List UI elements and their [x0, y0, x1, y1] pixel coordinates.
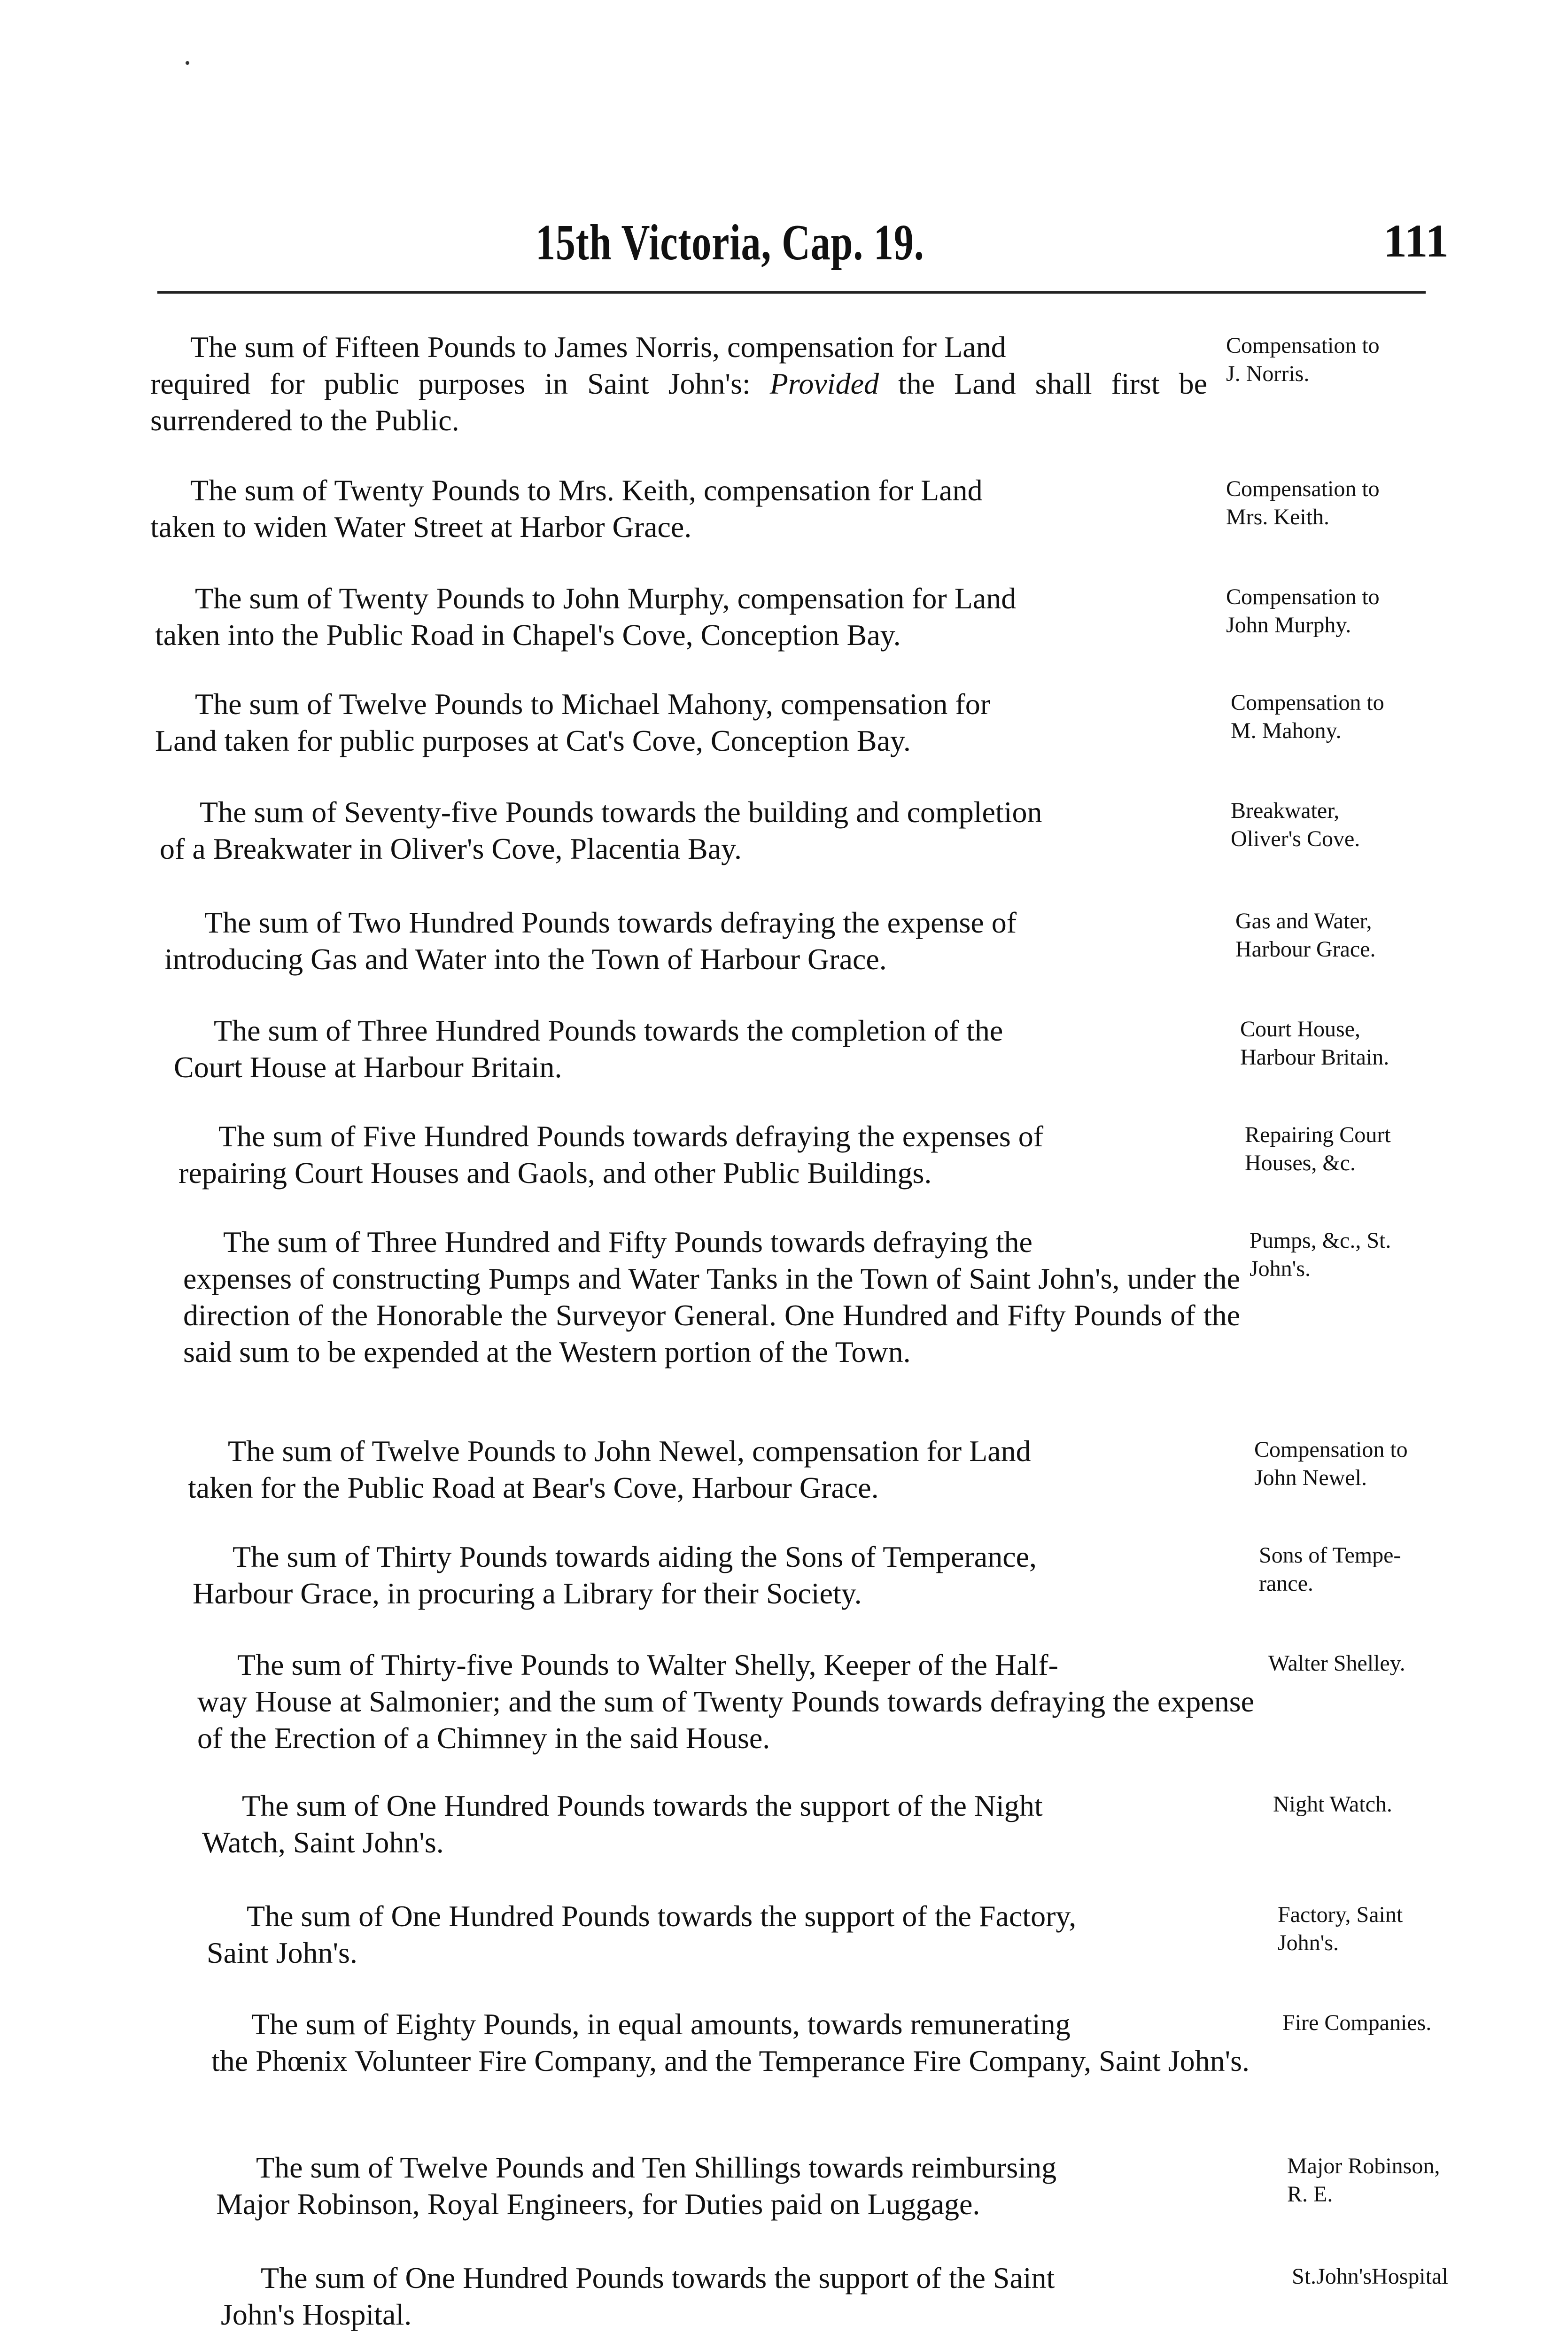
- paragraph-first-line: The sum of Thirty-five Pounds to Walter Shelly, Keeper of the Half-: [237, 1648, 1058, 1681]
- paragraph-continuation: the Phœnix Volunteer Fire Company, and the Temperance Fire Company, Saint John's.: [211, 2044, 1250, 2077]
- paragraph-first-line: The sum of Three Hundred and Fifty Pounds towards defraying the: [223, 1225, 1032, 1259]
- margin-note: Repairing Court Houses, &c.: [1245, 1122, 1391, 1175]
- ink-speck: [186, 61, 189, 65]
- margin-note: St.John'sHospital: [1292, 2264, 1448, 2289]
- paragraph-continuation: Watch, Saint John's.: [202, 1826, 444, 1859]
- margin-note: Breakwater, Oliver's Cove.: [1231, 798, 1360, 851]
- paragraph-continuation: Court House at Harbour Britain.: [174, 1050, 562, 1084]
- paragraph-first-line: The sum of Twenty Pounds to John Murphy, compensation for Land: [195, 582, 1017, 615]
- paragraph-first-line: The sum of Seventy-five Pounds towards the building and completion: [200, 795, 1042, 829]
- margin-note: Court House, Harbour Britain.: [1240, 1017, 1389, 1070]
- margin-note: Sons of Tempe- rance.: [1259, 1543, 1401, 1596]
- paragraph-continuation: John's Hospital.: [221, 2298, 412, 2331]
- margin-note: Compensation to M. Mahony.: [1231, 690, 1384, 743]
- margin-note: Compensation to John Murphy.: [1226, 584, 1380, 638]
- paragraph-continuation: required for public purposes in Saint John's:: [150, 367, 770, 400]
- paragraph-text: [150, 329, 1207, 439]
- paragraph-continuation: introducing Gas and Water into the Town of Harbour Grace.: [164, 942, 887, 976]
- paragraph-first-line: The sum of Twelve Pounds and Ten Shillings towards reimbursing: [256, 2151, 1057, 2184]
- paragraph-continuation: of a Breakwater in Oliver's Cove, Placentia Bay.: [160, 832, 742, 865]
- paragraph-first-line: The sum of Twelve Pounds to John Newel, compensation for Land: [228, 1434, 1031, 1468]
- paragraph-text: [202, 1788, 1259, 1861]
- paragraph-first-line: The sum of One Hundred Pounds towards the support of the Night: [242, 1789, 1043, 1822]
- paragraph-continuation-after: the Land shall first be surrendered to the Public.: [150, 367, 1208, 437]
- paragraph-first-line: The sum of Two Hundred Pounds towards defraying the expense of: [204, 906, 1017, 939]
- margin-note: Compensation to John Newel.: [1254, 1437, 1408, 1490]
- paragraph-text: [207, 1898, 1264, 1971]
- paragraph-continuation: Saint John's.: [207, 1936, 357, 1969]
- paragraph-continuation: Harbour Grace, in procuring a Library for their Society.: [193, 1577, 862, 1610]
- margin-note: Walter Shelley.: [1268, 1651, 1405, 1676]
- margin-note: Compensation to J. Norris.: [1226, 333, 1380, 386]
- paragraph-continuation: expenses of constructing Pumps and Water Tanks in the Town of Saint John's, under the direction of the Honorable the Surveyor General. One Hundred and Fifty Pounds of the said sum to be expended at the Western portion of the Town.: [183, 1262, 1240, 1369]
- paragraph-text: [164, 904, 1226, 978]
- paragraph-continuation: repairing Court Houses and Gaols, and other Public Buildings.: [179, 1156, 932, 1190]
- paragraph-text: [155, 686, 1217, 759]
- paragraph-text: [188, 1433, 1245, 1506]
- paragraph-first-line: The sum of Twenty Pounds to Mrs. Keith, compensation for Land: [190, 474, 983, 507]
- paragraph-first-line: The sum of Eighty Pounds, in equal amounts, towards remunerating: [251, 2007, 1071, 2041]
- proviso-italic: Provided: [769, 367, 879, 400]
- page-number: 111: [1383, 215, 1449, 267]
- paragraph-text: [197, 1647, 1254, 1757]
- paragraph-text: [160, 794, 1221, 867]
- paragraph-continuation: way House at Salmonier; and the sum of Twenty Pounds towards defraying the expense of the Erection of a Chimney in the said House.: [197, 1685, 1254, 1755]
- paragraph-first-line: The sum of Thirty Pounds towards aiding the Sons of Temperance,: [233, 1540, 1037, 1573]
- paragraph-continuation: taken to widen Water Street at Harbor Grace.: [150, 510, 692, 544]
- paragraph-first-line: The sum of One Hundred Pounds towards the support of the Factory,: [247, 1899, 1077, 1933]
- paragraph-first-line: The sum of One Hundred Pounds towards the support of the Saint: [261, 2261, 1055, 2295]
- paragraph-continuation: taken into the Public Road in Chapel's Cove, Conception Bay.: [155, 618, 901, 652]
- margin-note: Night Watch.: [1273, 1792, 1392, 1817]
- paragraph-continuation: Land taken for public purposes at Cat's Cove, Conception Bay.: [155, 724, 911, 757]
- paragraph-text: [150, 472, 1207, 545]
- paragraph-text: [183, 1224, 1240, 1370]
- paragraph-text: [155, 580, 1212, 653]
- paragraph-text: [211, 2006, 1268, 2079]
- page-header: [0, 214, 1568, 289]
- margin-note: Gas and Water, Harbour Grace.: [1235, 909, 1376, 962]
- paragraph-first-line: The sum of Twelve Pounds to Michael Mahony, compensation for: [195, 687, 990, 721]
- margin-note: Compensation to Mrs. Keith.: [1226, 476, 1380, 529]
- margin-note: Factory, Saint John's.: [1278, 1902, 1403, 1955]
- paragraph-first-line: The sum of Fifteen Pounds to James Norris, compensation for Land: [190, 330, 1006, 364]
- header-rule: [157, 291, 1426, 294]
- paragraph-text: [179, 1118, 1235, 1191]
- margin-note: Major Robinson, R. E.: [1287, 2154, 1440, 2207]
- paragraph-text: [216, 2149, 1273, 2223]
- running-title: 15th Victoria, Cap. 19.: [536, 215, 924, 271]
- paragraph-continuation: taken for the Public Road at Bear's Cove, Harbour Grace.: [188, 1471, 879, 1504]
- margin-note: Fire Companies.: [1282, 2010, 1432, 2035]
- paragraph-text: [193, 1539, 1250, 1612]
- paragraph-first-line: The sum of Five Hundred Pounds towards defraying the expenses of: [218, 1120, 1044, 1153]
- paragraph-text: [221, 2260, 1278, 2333]
- paragraph-text: [174, 1012, 1231, 1086]
- paragraph-first-line: The sum of Three Hundred Pounds towards the completion of the: [214, 1014, 1003, 1047]
- margin-note: Pumps, &c., St. John's.: [1250, 1228, 1391, 1281]
- paragraph-continuation: Major Robinson, Royal Engineers, for Duties paid on Luggage.: [216, 2187, 980, 2221]
